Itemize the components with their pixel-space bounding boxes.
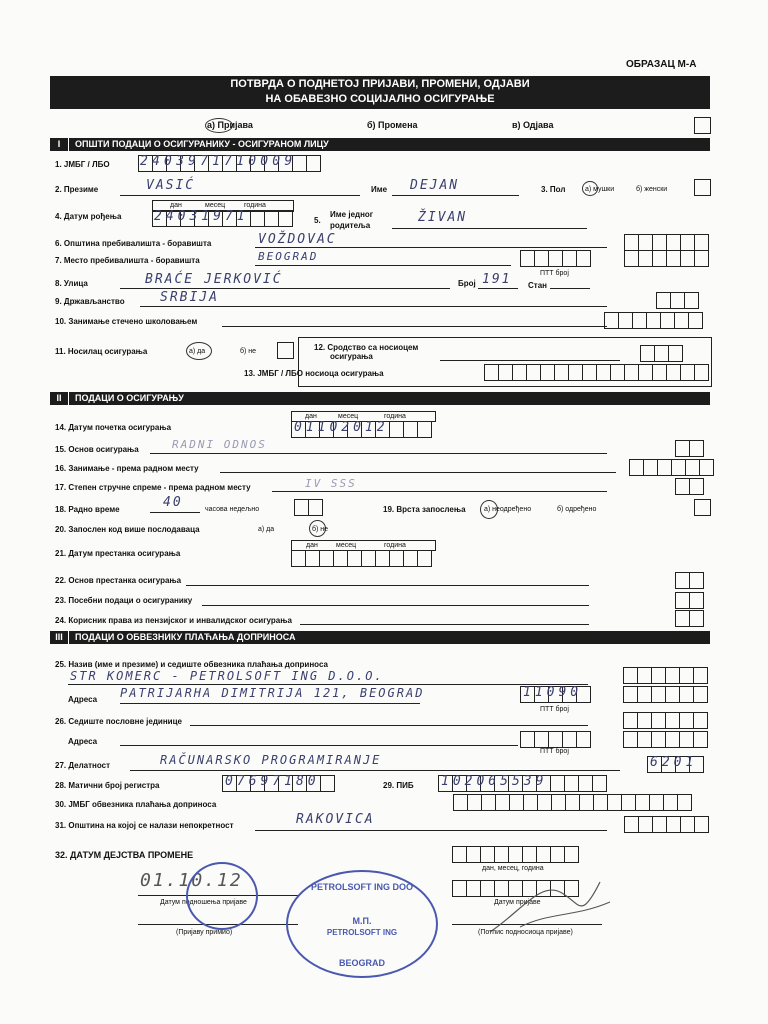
pol-box[interactable] bbox=[694, 179, 711, 196]
title-line-2: НА ОБАВЕЗНО СОЦИЈАЛНО ОСИГУРАЊЕ bbox=[265, 93, 495, 105]
label-prezime: 2. Презиме bbox=[55, 185, 99, 194]
value-mesto: BEOGRAD bbox=[258, 250, 319, 263]
form-page: ОБРАЗАЦ М-А ПОТВРДА О ПОДНЕТОЈ ПРИЈАВИ, ПРОМЕНИ, ОДЈАВИ НА ОБАВЕЗНО СОЦИЈАЛНО ОСИГУРАЊЕ а) Пријава б) Промена в) Одјава I ОПШТИ ПОДАЦИ О ОСИГУРАНИКУ - ОСИГУРАНОМ ЛИЦУ 1. ЈМБГ / ЛБО 2403971710009 2. Презиме VASIĆ Име DEJAN 3. Пол а) мушки б) женски дан месец година 4. Датум рођења 24031971 5. Име једног родитеља ŽIVAN 6. Општина пребивалишта - боравишта VOŽDOVAC 7. Место пребивалишта - боравишта BEOGRAD ПТТ број 8. Улица BRAĆE JERKOVIĆ Број 191 Стан 9. Држављанство SRBIJA 10. Занимање стечено школовањем 11. Носилац осигурања а) да б) не 12. Сродство са носиоцем осигурања 13. ЈМБГ / ЛБО носиоца осигурања II ПОДАЦИ О ОСИГУРАЊУ дан месец година 14. Датум почетка осигурања 01102012 15. Основ осигурања RADNI ODNOS 16. Занимање - према радном месту 17. Степен стручне спреме - према радном месту IV SSS 18. Радно време 40 часова недељно 19. Врста запослења а) неодређено б) одређено 20. Запослен код више послодаваца а) да б) не дан месец година 21. Датум престанка осигурања 22. Основ престанка осигурања 23. Посебни подаци о осигуранику 24. Корисник права из пензијског и инвалидског осигурања III ПОДАЦИ О ОБВЕЗНИКУ ПЛАЋАЊА ДОПРИНОСА 25. Назив (име и презиме) и седиште обвезника плаћања доприноса STR KOMERC - PETROLSOFT ING D.O.O. Адреса PATRIJARHA DIMITRIJA 121, BEOGRAD 11090 ПТТ број 26. Седиште пословне јединице Адреса ПТТ број 27. Делатност RAČUNARSKO PROGRAMIRANJE 6201 28. Матични број регистра 07697180 29. ПИБ 102065539 30. ЈМБГ обвезника плаћања доприноса 31. Општина на којој се налази непокретност RAKOVICA 32. ДАТУМ ДЕЈСТВА ПРОМЕНЕ дан, месец, година 01.10.12 Датум подношења пријаве (Пријаву примио) PETROLSOFT ING DOO М.П. PETROLSOFT ING BEOGRAD Датум пријаве (Потпис подносиоца пријаве) bbox=[0, 0, 768, 1024]
company-stamp: PETROLSOFT ING DOO М.П. PETROLSOFT ING BEOGRAD bbox=[286, 870, 438, 978]
pol-m[interactable]: а) мушки bbox=[585, 186, 615, 193]
value-roditelj: ŽIVAN bbox=[418, 210, 468, 225]
label-jmbg: 1. ЈМБГ / ЛБО bbox=[55, 160, 110, 169]
value-ime: DEJAN bbox=[410, 178, 460, 193]
label-ime: Име bbox=[371, 185, 388, 194]
label-datum-rodjenja: 4. Датум рођења bbox=[55, 212, 122, 221]
type-box[interactable] bbox=[694, 117, 711, 134]
value-adresa: PATRIJARHA DIMITRIJA 121, BEOGRAD bbox=[120, 686, 425, 700]
value-ulica: BRAĆE JERKOVIĆ bbox=[145, 272, 283, 287]
value-ptt: 11090 bbox=[523, 685, 583, 700]
value-opstina-nepokretnosti: RAKOVICA bbox=[296, 812, 375, 827]
option-promena[interactable]: б) Промена bbox=[367, 120, 418, 130]
value-datum-rodjenja: 24031971 bbox=[154, 209, 249, 224]
value-datum-podnosenja: 01.10.12 bbox=[140, 870, 243, 891]
signature-scribble bbox=[480, 872, 620, 942]
value-pib: 102065539 bbox=[441, 774, 548, 789]
value-strucna-sprema: IV SSS bbox=[305, 477, 357, 490]
stamp-round-small bbox=[186, 862, 258, 930]
value-obveznik: STR KOMERC - PETROLSOFT ING D.O.O. bbox=[70, 669, 384, 683]
value-maticni-broj: 07697180 bbox=[225, 774, 320, 789]
value-opstina: VOŽDOVAC bbox=[258, 232, 337, 247]
value-osnov: RADNI ODNOS bbox=[172, 438, 267, 451]
title-line-1: ПОТВРДА О ПОДНЕТОЈ ПРИЈАВИ, ПРОМЕНИ, ОДЈАВИ bbox=[230, 78, 530, 90]
section-1-header: I ОПШТИ ПОДАЦИ О ОСИГУРАНИКУ - ОСИГУРАНОМ ЛИЦУ bbox=[50, 138, 710, 151]
value-prezime: VASIĆ bbox=[146, 178, 196, 193]
pol-z[interactable]: б) женски bbox=[636, 186, 668, 193]
section-3-header: III ПОДАЦИ О ОБВЕЗНИКУ ПЛАЋАЊА ДОПРИНОСА bbox=[50, 631, 710, 644]
value-jmbg: 2403971710009 bbox=[140, 154, 297, 169]
value-drzavljanstvo: SRBIJA bbox=[160, 290, 219, 305]
value-datum-pocetka: 01102012 bbox=[294, 420, 389, 435]
label-pol: 3. Пол bbox=[541, 185, 566, 194]
value-broj: 191 bbox=[482, 272, 512, 287]
value-radno-vreme: 40 bbox=[163, 495, 183, 510]
value-delatnost: RAČUNARSKO PROGRAMIRANJE bbox=[160, 753, 382, 767]
section-2-header: II ПОДАЦИ О ОСИГУРАЊУ bbox=[50, 392, 710, 405]
form-code: ОБРАЗАЦ М-А bbox=[626, 59, 697, 70]
option-prijava[interactable]: а) Пријава bbox=[207, 120, 253, 130]
value-delatnost-sifra: 6201 bbox=[650, 755, 698, 770]
title-block bbox=[50, 76, 710, 109]
option-odjava[interactable]: в) Одјава bbox=[512, 120, 554, 130]
